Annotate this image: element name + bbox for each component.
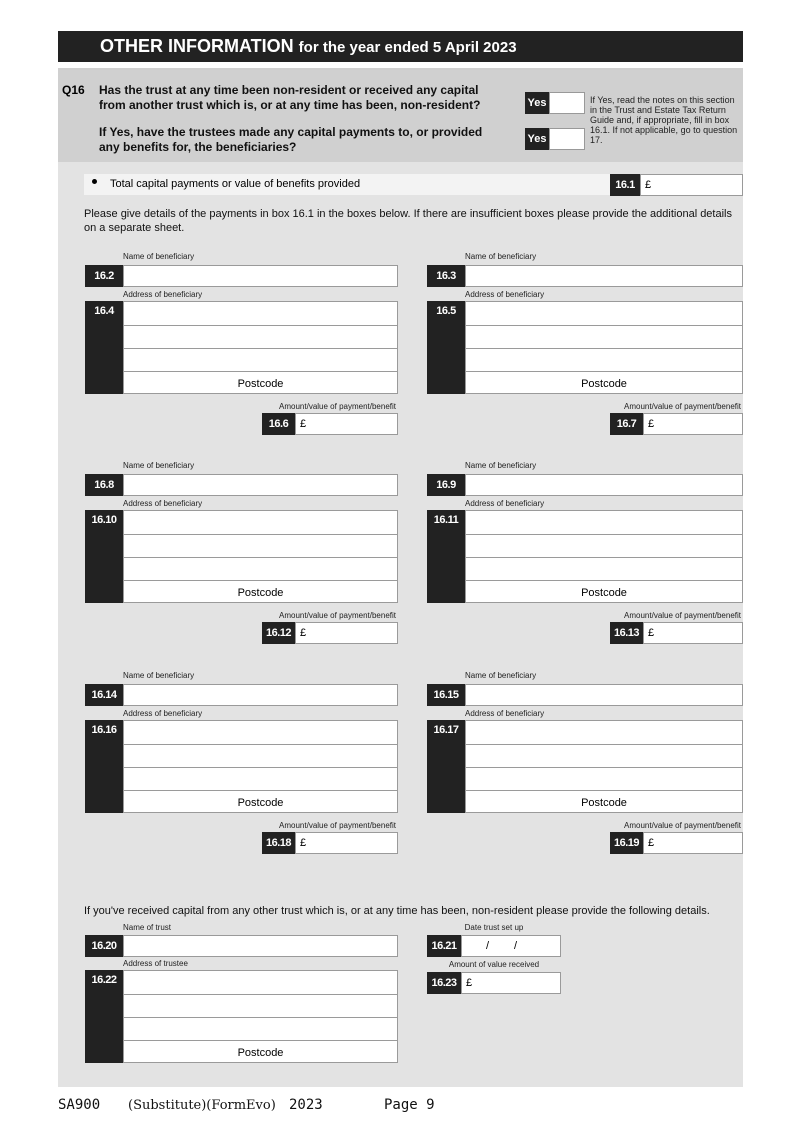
date-set-up-input[interactable] [461,935,561,957]
beneficiary-address-label: Address of beneficiary [465,290,545,299]
box-number: 16.16 [85,720,123,813]
beneficiary-name-input[interactable] [465,684,743,706]
guidance-note: If Yes, read the notes on this section in the Trust and Estate Tax Return Guide and, if appropriate, fill in box 16.1. If not applicable, go to question 17. [590,95,738,145]
postcode-label: Postcode [237,1047,284,1059]
beneficiary-address-input[interactable] [465,510,743,603]
yes-checkbox-nonresident[interactable] [525,92,585,114]
amount-input[interactable] [643,832,743,854]
yes-box[interactable] [549,92,585,114]
amount-input[interactable] [295,622,398,644]
date-set-up-label: Date trust set up [464,923,524,932]
beneficiary-name-label: Name of beneficiary [465,671,537,680]
box-number: 16.5 [427,301,465,394]
total-capital-input[interactable] [640,174,743,196]
field-16-21 [427,935,561,957]
box-number: 16.8 [85,474,123,496]
page-number: Page 9 [384,1097,435,1113]
beneficiary-name-label: Name of beneficiary [465,252,537,261]
trustee-address-input[interactable] [123,970,398,1063]
date-separator: / [514,940,518,952]
field-16-4 [85,301,398,394]
box-number: 16.19 [610,832,643,854]
total-capital-label: Total capital payments or value of benefits provided [110,178,361,190]
beneficiary-address-label: Address of beneficiary [465,499,545,508]
field-16-6 [262,413,398,435]
form-year: 2023 [289,1097,323,1113]
yes-label: Yes [525,128,549,150]
bullet-icon [92,179,97,184]
amount-label: Amount/value of payment/benefit [624,402,741,411]
box-number: 16.9 [427,474,465,496]
postcode-label: Postcode [581,378,627,390]
postcode-label: Postcode [237,797,284,809]
yes-checkbox-capital-payments[interactable] [525,128,585,150]
field-16-18 [262,832,398,854]
field-16-13 [610,622,743,644]
pound-sign: £ [648,837,655,849]
form-code: SA900 [58,1097,101,1113]
field-16-10 [85,510,398,603]
beneficiary-name-input[interactable] [123,265,398,287]
box-number: 16.23 [427,972,461,994]
amount-label: Amount/value of payment/benefit [624,611,741,620]
question-16-text: Has the trust at any time been non-resident or received any capital from another trust which is, or at any time has been, non-resident? [99,83,481,112]
value-received-label: Amount of value received [448,960,540,969]
box-number: 16.4 [85,301,123,394]
beneficiary-name-input[interactable] [123,474,398,496]
beneficiary-address-label: Address of beneficiary [123,499,203,508]
question-16-panel [58,68,743,162]
amount-label: Amount/value of payment/benefit [279,611,396,620]
question-16-followup-text: If Yes, have the trustees made any capital payments to, or provided any benefits for, the beneficiaries? [99,125,483,154]
beneficiary-name-label: Name of beneficiary [123,252,195,261]
page-footer [58,1097,558,1117]
beneficiary-address-input[interactable] [123,301,398,394]
field-16-22 [85,970,398,1063]
amount-label: Amount/value of payment/benefit [624,821,741,830]
value-received-input[interactable] [461,972,561,994]
beneficiary-address-label: Address of beneficiary [123,709,203,718]
field-16-3 [427,265,743,287]
amount-label: Amount/value of payment/benefit [279,402,396,411]
field-16-9 [427,474,743,496]
field-16-12 [262,622,398,644]
field-16-15 [427,684,743,706]
pound-sign: £ [300,418,307,430]
box-number: 16.3 [427,265,465,287]
yes-label: Yes [525,92,549,114]
beneficiary-address-input[interactable] [465,301,743,394]
beneficiary-name-input[interactable] [465,474,743,496]
box-number: 16.7 [610,413,643,435]
box-number: 16.13 [610,622,643,644]
field-16-16 [85,720,398,813]
postcode-label: Postcode [581,797,627,809]
date-separator: / [486,940,490,952]
beneficiary-name-label: Name of beneficiary [465,461,537,470]
other-trust-intro: If you've received capital from any other trust which is, or at any time has been, non-resident please provide the following details. [84,905,710,917]
amount-label: Amount/value of payment/benefit [279,821,396,830]
section-header [58,31,743,62]
box-number: 16.21 [427,935,461,957]
field-16-1 [610,174,743,196]
field-16-7 [610,413,743,435]
postcode-label: Postcode [581,587,627,599]
beneficiary-address-input[interactable] [465,720,743,813]
box-number: 16.10 [85,510,123,603]
section-subtitle: for the year ended 5 April 2023 [298,39,517,56]
amount-input[interactable] [295,413,398,435]
beneficiary-address-label: Address of beneficiary [465,709,545,718]
beneficiary-name-label: Name of beneficiary [123,671,195,680]
box-number: 16.6 [262,413,295,435]
pound-sign: £ [300,837,307,849]
trust-name-label: Name of trust [123,923,172,932]
field-16-17 [427,720,743,813]
pound-sign: £ [645,179,652,191]
field-16-19 [610,832,743,854]
form-variant: (Substitute)(FormEvo) [128,1098,276,1113]
box-number: 16.14 [85,684,123,706]
box-number: 16.15 [427,684,465,706]
box-number: 16.11 [427,510,465,603]
field-16-2 [85,265,398,287]
pound-sign: £ [300,627,307,639]
field-16-23 [427,972,561,994]
box-number: 16.17 [427,720,465,813]
box-number: 16.1 [610,174,640,196]
pound-sign: £ [648,418,655,430]
box-number: 16.12 [262,622,295,644]
field-16-11 [427,510,743,603]
pound-sign: £ [466,977,473,989]
beneficiary-address-input[interactable] [123,510,398,603]
field-16-14 [85,684,398,706]
box-number: 16.22 [85,970,123,1063]
beneficiary-address-input[interactable] [123,720,398,813]
field-16-5 [427,301,743,394]
amount-input[interactable] [643,413,743,435]
box-number: 16.2 [85,265,123,287]
field-16-8 [85,474,398,496]
instructions-text: Please give details of the payments in box 16.1 in the boxes below. If there are insufficient boxes please provide the additional details on a separate sheet. [84,208,732,234]
section-title: OTHER INFORMATION [100,36,294,56]
beneficiary-name-input[interactable] [123,684,398,706]
trustee-address-label: Address of trustee [123,959,188,968]
question-number: Q16 [62,83,85,97]
trust-name-input[interactable] [123,935,398,957]
postcode-label: Postcode [237,378,284,390]
box-number: 16.18 [262,832,295,854]
beneficiary-name-input[interactable] [465,265,743,287]
beneficiary-name-label: Name of beneficiary [123,461,195,470]
pound-sign: £ [648,627,655,639]
box-number: 16.20 [85,935,123,957]
beneficiary-address-label: Address of beneficiary [123,290,203,299]
field-16-20 [85,935,398,957]
amount-input[interactable] [643,622,743,644]
postcode-label: Postcode [237,587,284,599]
amount-input[interactable] [295,832,398,854]
yes-box[interactable] [549,128,585,150]
